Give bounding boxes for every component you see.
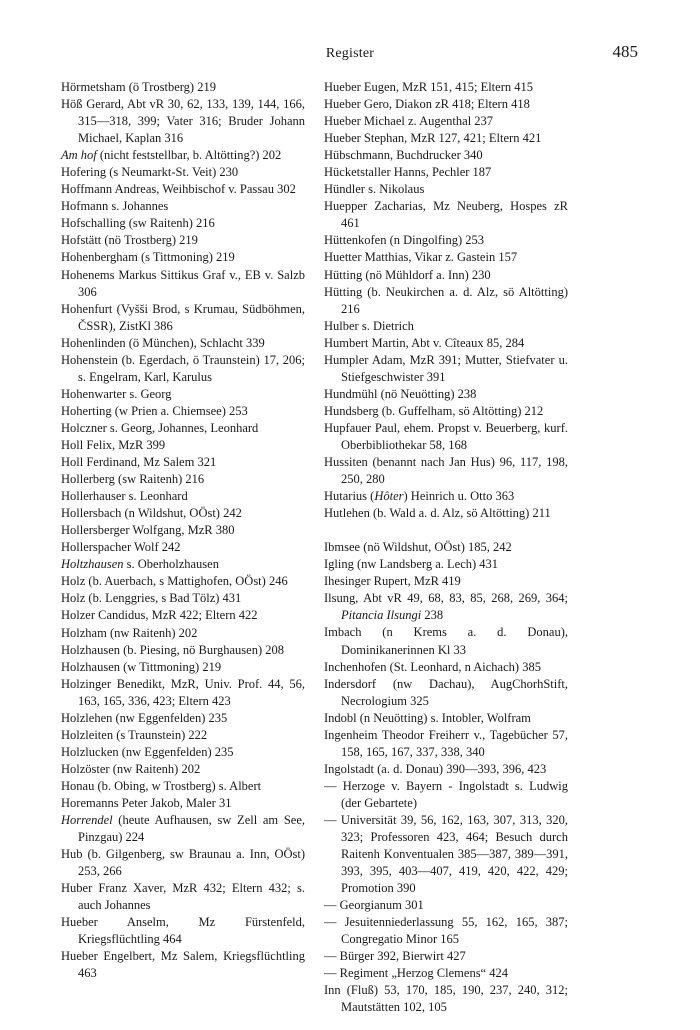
index-entry: — Universität 39, 56, 162, 163, 307, 313, 320, 323; Professoren 423, 464; Besuch durch Raitenh Konventualen 385—387, 389—391, 393, 395, 403—407, 419, 420, 422, 429; Promotion 390	[324, 812, 568, 896]
index-entry: Holtzhausen s. Oberholzhausen	[61, 557, 219, 572]
index-entry: Hüttenkofen (n Dingolfing) 253	[324, 233, 485, 248]
index-entry: Holczner s. Georg, Johannes, Leonhard	[61, 420, 259, 435]
index-entry: Holzhausen (w Tittmoning) 219	[61, 659, 222, 674]
index-entry: Hollerspacher Wolf 242	[61, 540, 181, 555]
index-entry: Holzleiten (s Traunstein) 222	[61, 727, 208, 742]
index-entry: Honau (b. Obing, w Trostberg) s. Albert	[61, 778, 262, 793]
index-entry: Hohenems Markus Sittikus Graf v., EB v. Salzb 306	[61, 267, 305, 299]
index-entry: Hündler s. Nikolaus	[324, 182, 425, 197]
index-entry: Holz (b. Auerbach, s Mattighofen, OÖst) 246	[61, 574, 288, 589]
index-entry: Humbert Martin, Abt v. Cîteaux 85, 284	[324, 335, 525, 350]
index-entry: Hollersberger Wolfgang, MzR 380	[61, 523, 235, 538]
index-entry: Igling (nw Landsberg a. Lech) 431	[324, 557, 499, 572]
index-entry: Hueber Engelbert, Mz Salem, Kriegsflüchtling 463	[61, 949, 305, 981]
index-entry: Höß Gerard, Abt vR 30, 62, 133, 139, 144, 166, 315—318, 399; Vater 316; Bruder Johann Michael, Kaplan 316	[61, 97, 305, 146]
index-entry: Hutlehen (b. Wald a. d. Alz, sö Altötting) 211	[324, 506, 551, 521]
index-entry: Hübschmann, Buchdrucker 340	[324, 148, 483, 163]
index-entry: Hofschalling (sw Raitenh) 216	[61, 216, 215, 231]
index-entry: Holl Ferdinand, Mz Salem 321	[61, 455, 217, 470]
index-entry: Indersdorf (nw Dachau), AugChorhStift, Necrologium 325	[324, 676, 568, 708]
index-entry: Hoffmann Andreas, Weihbischof v. Passau 302	[61, 182, 296, 197]
index-entry: Huepper Zacharias, Mz Neuberg, Hospes zR 461	[324, 199, 568, 231]
index-entry: Hupfauer Paul, ehem. Propst v. Beuerberg, kurf. Oberbibliothekar 58, 168	[324, 420, 568, 452]
index-entry: Hohenbergham (s Tittmoning) 219	[61, 250, 235, 265]
index-entry: Hohenwarter s. Georg	[61, 386, 172, 401]
index-entry: — Herzoge v. Bayern - Ingolstadt s. Ludwig (der Gebartete)	[324, 778, 568, 810]
index-entry: Hohenlinden (ö München), Schlacht 339	[61, 335, 265, 350]
index-entry: Hueber Anselm, Mz Fürstenfeld, Kriegsflüchtling 464	[61, 915, 305, 947]
index-entry: Hueber Gero, Diakon zR 418; Eltern 418	[324, 97, 530, 112]
index-entry: Hussiten (benannt nach Jan Hus) 96, 117, 198, 250, 280	[324, 455, 568, 487]
index-entry: Holzham (nw Raitenh) 202	[61, 625, 198, 640]
index-entry: Hütting (nö Mühldorf a. Inn) 230	[324, 267, 491, 282]
index-entry: Ilsung, Abt vR 49, 68, 83, 85, 268, 269, 364; Pitancia Ilsungi 238	[324, 591, 568, 623]
index-entry: Hueber Eugen, MzR 151, 415; Eltern 415	[324, 80, 533, 94]
index-entry: Holzlehen (nw Eggenfelden) 235	[61, 710, 228, 725]
index-entry: Ihesinger Rupert, MzR 419	[324, 574, 461, 589]
index-entry: Horemanns Peter Jakob, Maler 31	[61, 795, 232, 810]
index-entry: Humpler Adam, MzR 391; Mutter, Stiefvater u. Stiefgeschwister 391	[324, 352, 568, 384]
index-entry: Holzlucken (nw Eggenfelden) 235	[61, 744, 234, 759]
index-entry: Hollerhauser s. Leonhard	[61, 489, 188, 504]
index-entry: Hohenstein (b. Egerdach, ö Traunstein) 17, 206; s. Engelram, Karl, Karulus	[61, 352, 305, 384]
index-entry: — Georgianum 301	[324, 898, 424, 913]
index-entry: Hofmann s. Johannes	[61, 199, 169, 214]
index-entry: Huetter Matthias, Vikar z. Gastein 157	[324, 250, 518, 265]
index-entry: Am hof (nicht feststellbar, b. Altötting?) 202	[61, 148, 282, 163]
index-entry: Inn (Fluß) 53, 170, 185, 190, 237, 240, 312; Mautstätten 102, 105	[324, 983, 568, 1015]
index-entry: Indobl (n Neuötting) s. Intobler, Wolfram	[324, 710, 531, 725]
index-entry: Ingenheim Theodor Freiherr v., Tagebücher 57, 158, 165, 167, 337, 338, 340	[324, 727, 568, 759]
index-entry: Hueber Michael z. Augenthal 237	[324, 114, 494, 129]
index-entry: Holzöster (nw Raitenh) 202	[61, 761, 201, 776]
index-column-right	[324, 79, 568, 1017]
index-entry: Hub (b. Gilgenberg, sw Braunau a. Inn, OÖst) 253, 266	[61, 847, 305, 879]
index-entry: Horrendel (heute Aufhausen, sw Zell am See, Pinzgau) 224	[61, 813, 305, 845]
index-entry: Ibmsee (nö Wildshut, OÖst) 185, 242	[324, 540, 512, 555]
index-entry: Hücketstaller Hanns, Pechler 187	[324, 165, 492, 180]
running-head: Register	[325, 46, 375, 61]
index-entry: Holz (b. Lenggries, s Bad Tölz) 431	[61, 591, 242, 606]
index-entry: Imbach (n Krems a. d. Donau), Dominikanerinnen Kl 33	[324, 625, 568, 657]
index-entry: Ingolstadt (a. d. Donau) 390—393, 396, 423	[324, 761, 547, 776]
index-entry: Hollersbach (n Wildshut, OÖst) 242	[61, 506, 242, 521]
index-entry: Inchenhofen (St. Leonhard, n Aichach) 385	[324, 659, 541, 674]
index-entry: Hohenfurt (Vyšši Brod, s Krumau, Südböhmen, ČSSR), ZistKl 386	[61, 301, 305, 333]
index-entry: Holzinger Benedikt, MzR, Univ. Prof. 44, 56, 163, 165, 336, 423; Eltern 423	[61, 676, 305, 708]
index-entry: Hundmühl (nö Neuötting) 238	[324, 386, 477, 401]
section-gap	[324, 522, 568, 539]
index-entry: Hütting (b. Neukirchen a. d. Alz, sö Altötting) 216	[324, 284, 568, 316]
index-entry: Hörmetsham (ö Trostberg) 219	[61, 80, 216, 94]
index-entry: Hofering (s Neumarkt-St. Veit) 230	[61, 165, 239, 180]
index-entry: Hutarius (Hôter) Heinrich u. Otto 363	[324, 489, 515, 504]
index-entry: Hundsberg (b. Guffelham, sö Altötting) 212	[324, 403, 544, 418]
index-entry: Holl Felix, MzR 399	[61, 437, 166, 452]
index-entry: Huber Franz Xaver, MzR 432; Eltern 432; s. auch Johannes	[61, 881, 305, 913]
index-entry: — Regiment „Herzog Clemens“ 424	[324, 966, 508, 981]
index-entry: Holzer Candidus, MzR 422; Eltern 422	[61, 608, 258, 623]
index-entry: Hollerberg (sw Raitenh) 216	[61, 472, 205, 487]
index-column-left	[61, 79, 305, 982]
page-number: 485	[612, 42, 638, 61]
index-entry: Hulber s. Dietrich	[324, 318, 414, 333]
index-entry: Hofstätt (nö Trostberg) 219	[61, 233, 198, 248]
index-entry: Hueber Stephan, MzR 127, 421; Eltern 421	[324, 131, 542, 146]
index-entry: Holzhausen (b. Piesing, nö Burghausen) 208	[61, 642, 285, 657]
index-entry: — Jesuitenniederlassung 55, 162, 165, 387; Congregatio Minor 165	[324, 915, 568, 947]
index-entry: — Bürger 392, Bierwirt 427	[324, 949, 466, 964]
index-entry: Hoherting (w Prien a. Chiemsee) 253	[61, 403, 248, 418]
